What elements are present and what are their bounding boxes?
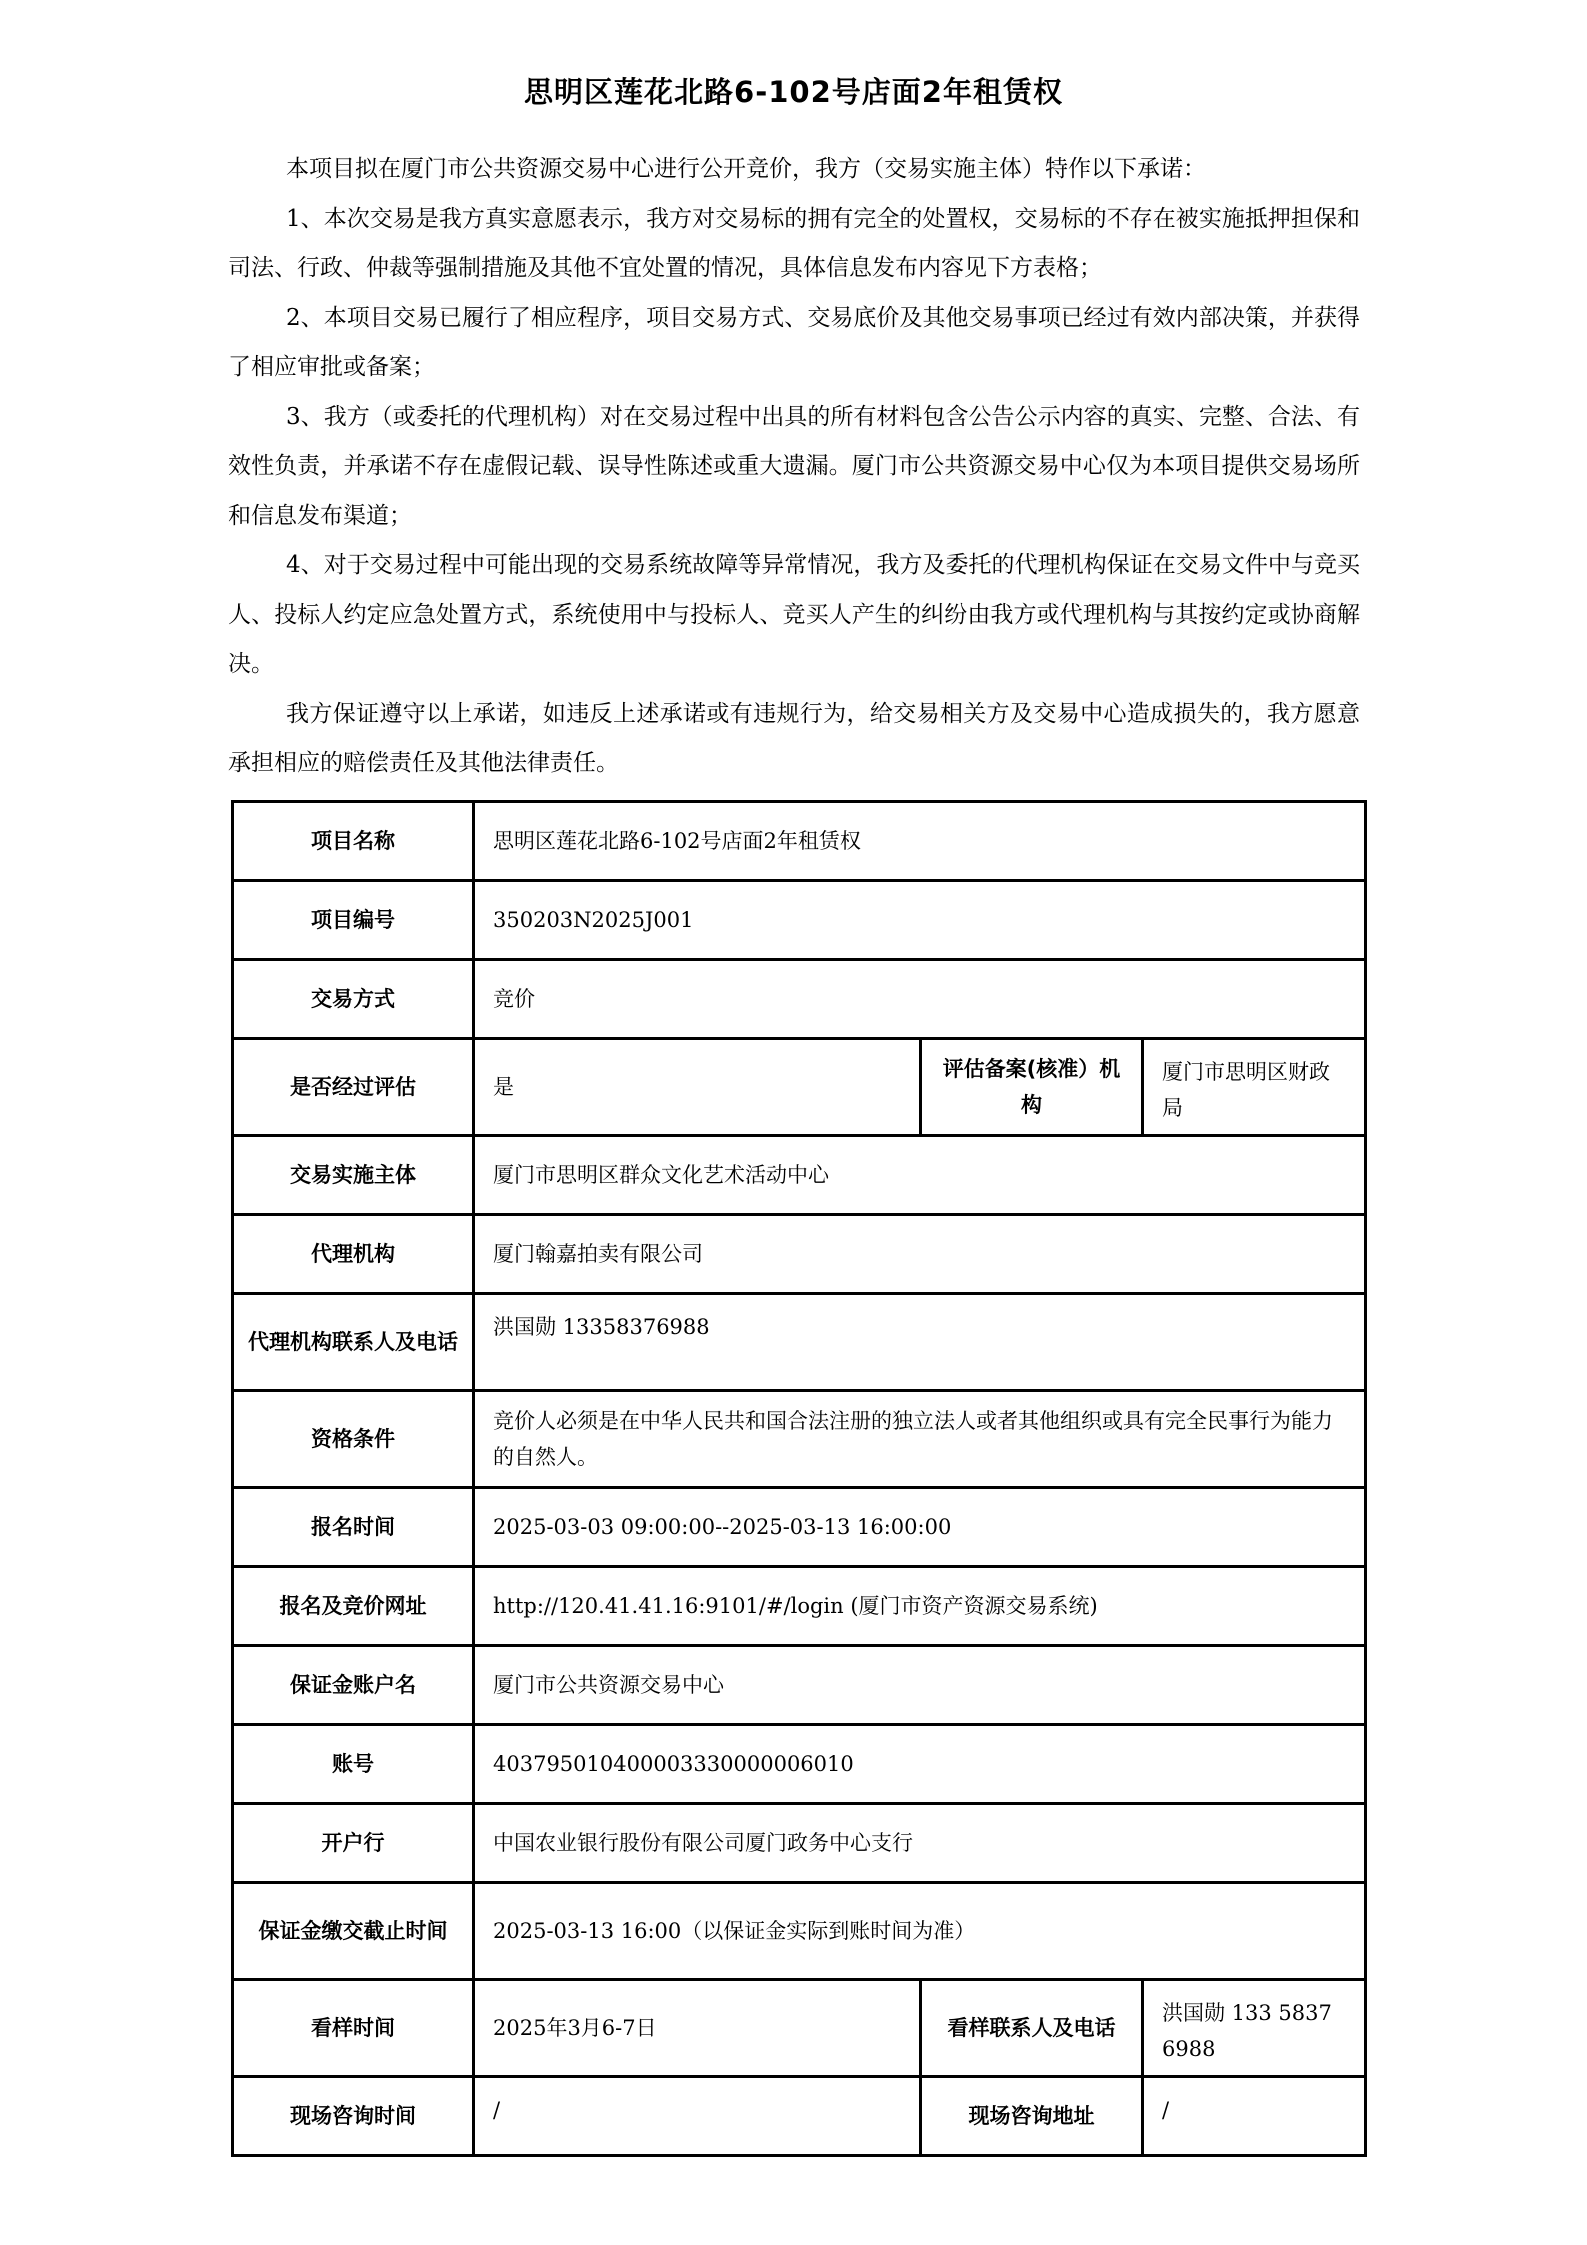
label-viewing-time: 看样时间 xyxy=(233,1980,474,2077)
table-row xyxy=(233,1488,1366,1567)
label-agency-contact: 代理机构联系人及电话 xyxy=(233,1294,474,1391)
value-agency: 厦门翰嘉拍卖有限公司 xyxy=(474,1215,1366,1294)
label-subject: 交易实施主体 xyxy=(233,1136,474,1215)
label-deposit-deadline: 保证金缴交截止时间 xyxy=(233,1883,474,1980)
label-project-name: 项目名称 xyxy=(233,802,474,881)
table-row xyxy=(233,1136,1366,1215)
project-info-table xyxy=(231,800,1367,2157)
value-assessment-agency: 厦门市思明区财政局 xyxy=(1143,1039,1366,1136)
paragraph: 本项目拟在厦门市公共资源交易中心进行公开竞价，我方（交易实施主体）特作以下承诺： xyxy=(286,156,1206,182)
table-row xyxy=(233,1391,1366,1488)
value-consult-address: / xyxy=(1143,2077,1366,2156)
value-viewing-contact: 洪国勋 133 5837 6988 xyxy=(1143,1980,1366,2077)
label-assessment-agency: 评估备案(核准）机构 xyxy=(921,1039,1143,1136)
paragraph: 我方保证遵守以上承诺，如违反上述承诺或有违规行为，给交易相关方及交易中心造成损失的，我方愿意承担相应的赔偿责任及其他法律责任。 xyxy=(228,700,1360,776)
value-qualification: 竞价人必须是在中华人民共和国合法注册的独立法人或者其他组织或具有完全民事行为能力的自然人。 xyxy=(474,1391,1366,1488)
table-row xyxy=(233,960,1366,1039)
value-account-no: 403795010400003330000006010 xyxy=(474,1725,1366,1804)
value-project-no: 350203N2025J001 xyxy=(474,881,1366,960)
value-subject: 厦门市思明区群众文化艺术活动中心 xyxy=(474,1136,1366,1215)
table-row xyxy=(233,1039,1366,1136)
table-row xyxy=(233,1804,1366,1883)
value-assessed: 是 xyxy=(474,1039,921,1136)
label-consult-address: 现场咨询地址 xyxy=(921,2077,1143,2156)
label-agency: 代理机构 xyxy=(233,1215,474,1294)
label-signup-url: 报名及竞价网址 xyxy=(233,1567,474,1646)
table-row xyxy=(233,1725,1366,1804)
table-row xyxy=(233,1883,1366,1980)
label-deposit-account-name: 保证金账户名 xyxy=(233,1646,474,1725)
value-signup-url: http://120.41.41.16:9101/#/login (厦门市资产资源交易系统) xyxy=(474,1567,1366,1646)
value-viewing-time: 2025年3月6-7日 xyxy=(474,1980,921,2077)
commitment-text xyxy=(228,145,1360,789)
value-consult-time: / xyxy=(474,2077,921,2156)
label-viewing-contact: 看样联系人及电话 xyxy=(921,1980,1143,2077)
paragraph: 3、我方（或委托的代理机构）对在交易过程中出具的所有材料包含公告公示内容的真实、完整、合法、有效性负责，并承诺不存在虚假记载、误导性陈述或重大遗漏。厦门市公共资源交易中心仅为本项目提供交易场所和信息发布渠道； xyxy=(228,403,1360,529)
paragraph: 4、对于交易过程中可能出现的交易系统故障等异常情况，我方及委托的代理机构保证在交易文件中与竞买人、投标人约定应急处置方式，系统使用中与投标人、竞买人产生的纠纷由我方或代理机构与其按约定或协商解决。 xyxy=(228,552,1360,677)
table-row xyxy=(233,802,1366,881)
value-trade-method: 竞价 xyxy=(474,960,1366,1039)
paragraph: 1、本次交易是我方真实意愿表示，我方对交易标的拥有完全的处置权，交易标的不存在被实施抵押担保和司法、行政、仲裁等强制措施及其他不宜处置的情况，具体信息发布内容见下方表格； xyxy=(228,205,1360,281)
label-qualification: 资格条件 xyxy=(233,1391,474,1488)
table-row xyxy=(233,881,1366,960)
value-bank: 中国农业银行股份有限公司厦门政务中心支行 xyxy=(474,1804,1366,1883)
label-project-no: 项目编号 xyxy=(233,881,474,960)
table-row xyxy=(233,1567,1366,1646)
label-consult-time: 现场咨询时间 xyxy=(233,2077,474,2156)
table-row xyxy=(233,1294,1366,1391)
value-project-name: 思明区莲花北路6-102号店面2年租赁权 xyxy=(474,802,1366,881)
value-deposit-deadline: 2025-03-13 16:00（以保证金实际到账时间为准） xyxy=(474,1883,1366,1980)
label-account-no: 账号 xyxy=(233,1725,474,1804)
label-bank: 开户行 xyxy=(233,1804,474,1883)
table-row xyxy=(233,2077,1366,2156)
table-row xyxy=(233,1215,1366,1294)
value-deposit-account-name: 厦门市公共资源交易中心 xyxy=(474,1646,1366,1725)
label-assessed: 是否经过评估 xyxy=(233,1039,474,1136)
table-row xyxy=(233,1980,1366,2077)
table-row xyxy=(233,1646,1366,1725)
paragraph: 2、本项目交易已履行了相应程序，项目交易方式、交易底价及其他交易事项已经过有效内部决策，并获得了相应审批或备案； xyxy=(228,304,1360,380)
value-agency-contact: 洪国勋 13358376988 xyxy=(474,1294,1366,1391)
label-trade-method: 交易方式 xyxy=(233,960,474,1039)
label-signup-time: 报名时间 xyxy=(233,1488,474,1567)
document-title: 思明区莲花北路6-102号店面2年租赁权 xyxy=(524,75,1063,109)
value-signup-time: 2025-03-03 09:00:00--2025-03-13 16:00:00 xyxy=(474,1488,1366,1567)
